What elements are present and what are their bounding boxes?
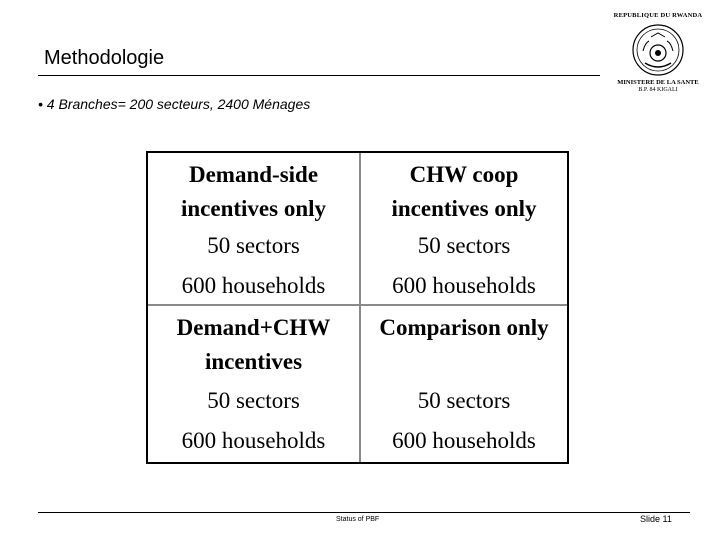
footer-center-text: Status of PBF: [336, 516, 380, 523]
cell-sectors: 50 sectors: [207, 388, 300, 413]
cell-heading: Demand+CHW incentives: [176, 315, 331, 374]
cell-heading: Comparison only: [379, 315, 549, 340]
emblem-ministry-text: MINISTERE DE LA SANTE: [617, 79, 699, 86]
slide-number: Slide 11: [640, 514, 672, 524]
emblem-address-text: B.P. 84 KIGALI: [638, 87, 678, 93]
title-divider: [38, 75, 600, 76]
cell-households: 600 households: [181, 273, 326, 298]
cell-households: 600 households: [392, 273, 536, 298]
cell-households: 600 households: [392, 428, 536, 453]
cell-sectors: 50 sectors: [417, 388, 511, 413]
ministry-emblem-block: [600, 10, 716, 110]
cell-heading: Demand-side incentives only: [180, 162, 327, 221]
cell-heading: CHW coop incentives only: [391, 162, 537, 221]
table-cell-comparison: [361, 306, 567, 462]
cell-sectors: 50 sectors: [207, 233, 300, 258]
emblem-top-text: REPUBLIQUE DU RWANDA: [613, 12, 703, 19]
rwanda-seal-icon: [631, 23, 685, 77]
slide-title: Methodologie: [44, 47, 165, 69]
cell-sectors: 50 sectors: [417, 233, 511, 258]
cell-households: 600 households: [181, 428, 326, 453]
table-cell-demand-side: [148, 153, 361, 306]
footer-divider: [38, 512, 690, 513]
table-cell-chw-coop: [361, 153, 567, 306]
table-cell-demand-chw: [148, 306, 361, 462]
study-arms-table: [146, 151, 569, 464]
bullet-text: • 4 Branches= 200 secteurs, 2400 Ménages: [38, 96, 311, 112]
